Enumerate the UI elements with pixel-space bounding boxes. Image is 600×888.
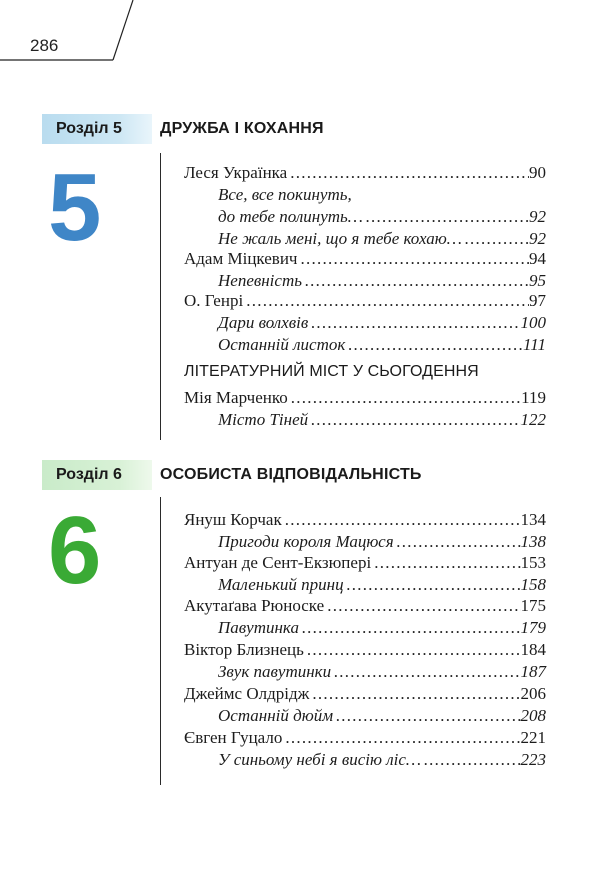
toc-entry-label: У синьому небі я висію ліс… [218,750,422,769]
toc-entry-label: Антуан де Сент-Екзюпері [184,553,372,572]
toc-entry[interactable] [218,206,546,228]
toc-entry-page: 100 [520,313,546,332]
toc-entry-label: Непевність [218,271,302,290]
toc-entry[interactable] [184,683,546,705]
toc-entry-page: 94 [529,249,546,268]
toc-entry-label: Акутаґава Рюноске [184,596,325,615]
toc-entry[interactable] [218,334,546,356]
section-6-tag: Розділ 6 [42,460,152,490]
toc-entry-label: Маленький принц [218,575,344,594]
toc-entry-page: 206 [520,684,546,703]
toc-entry[interactable] [184,727,546,749]
toc-entry-label: Євген Гуцало [184,728,283,747]
header-rule [0,0,600,70]
section-5-tag: Розділ 5 [42,114,152,144]
toc-entry[interactable] [184,162,546,184]
toc-entry-label: Джеймс Олдрідж [184,684,310,703]
toc-entry-page: 90 [529,163,546,182]
toc-entry-label: Павутинка [218,618,299,637]
toc-entry-page: 158 [520,575,546,594]
toc-entry[interactable] [184,387,546,409]
toc-entry[interactable] [184,639,546,661]
toc-entry[interactable] [218,228,546,250]
toc-entry-label: Звук павутинки [218,662,332,681]
toc-entry-label: Не жаль мені, що я тебе кохаю… [218,229,462,248]
toc-entry[interactable] [218,661,546,683]
toc-entry-page: 95 [529,271,546,290]
toc-entry-label: Віктор Близнець [184,640,304,659]
literary-bridge-heading: ЛІТЕРАТУРНИЙ МІСТ У СЬОГОДЕННЯ [184,363,479,380]
toc-entry-page: 208 [520,706,546,725]
section-6-title: ОСОБИСТА ВІДПОВІДАЛЬНІСТЬ [160,466,422,483]
toc-entry[interactable] [218,574,546,596]
toc-entry[interactable] [184,595,546,617]
toc-entry-label: Місто Тіней [218,410,309,429]
toc-entry[interactable] [184,552,546,574]
toc-entry-page: 134 [520,510,546,529]
toc-entry-label: до тебе полинуть… [218,207,363,226]
toc-entry-page: 221 [520,728,546,747]
toc-entry-page: 175 [520,596,546,615]
toc-entry-label: Адам Міцкевич [184,249,298,268]
section-5-title: ДРУЖБА І КОХАННЯ [160,120,324,137]
toc-entry-label: Пригоди короля Мацюся [218,532,394,551]
toc-entry-page: 184 [520,640,546,659]
toc-entry-page: 119 [521,388,546,407]
toc-entry[interactable] [184,248,546,270]
toc-entry-page: 187 [520,662,546,681]
section-5-number: 5 [48,154,102,261]
toc-entry-page: 111 [523,335,546,354]
toc-entry-label: Останній дюйм [218,706,334,725]
toc-entry-label: Леся Українка [184,163,288,182]
toc-entry-page: 92 [529,207,546,226]
toc-entry-label: Януш Корчак [184,510,282,529]
toc-entry[interactable] [184,509,546,531]
toc-entry-label: Дари волхвів [218,313,309,332]
toc-entry-page: 97 [529,291,546,310]
section-6-number: 6 [48,497,102,604]
toc-entry-line: Все, все покинуть, [218,185,352,204]
toc-entry-page: 92 [529,229,546,248]
toc-entry[interactable] [218,409,546,431]
toc-entry[interactable] [218,270,546,292]
toc-entry[interactable] [218,312,546,334]
page-number: 286 [30,36,59,55]
toc-entry-page: 179 [520,618,546,637]
toc-entry[interactable] [218,531,546,553]
section-5-rule [160,153,161,440]
toc-entry-page: 153 [520,553,546,572]
toc-entry-page: 122 [520,410,546,429]
section-6-rule [160,497,161,785]
toc-entry-page: 223 [520,750,546,769]
toc-entry-label: Мія Марченко [184,388,288,407]
toc-entry[interactable] [218,749,546,771]
toc-entry-label: Останній листок [218,335,346,354]
toc-entry[interactable] [218,617,546,639]
toc-entry-page: 138 [520,532,546,551]
toc-entry-label: О. Генрі [184,291,244,310]
toc-entry[interactable] [184,290,546,312]
toc-entry[interactable] [218,705,546,727]
